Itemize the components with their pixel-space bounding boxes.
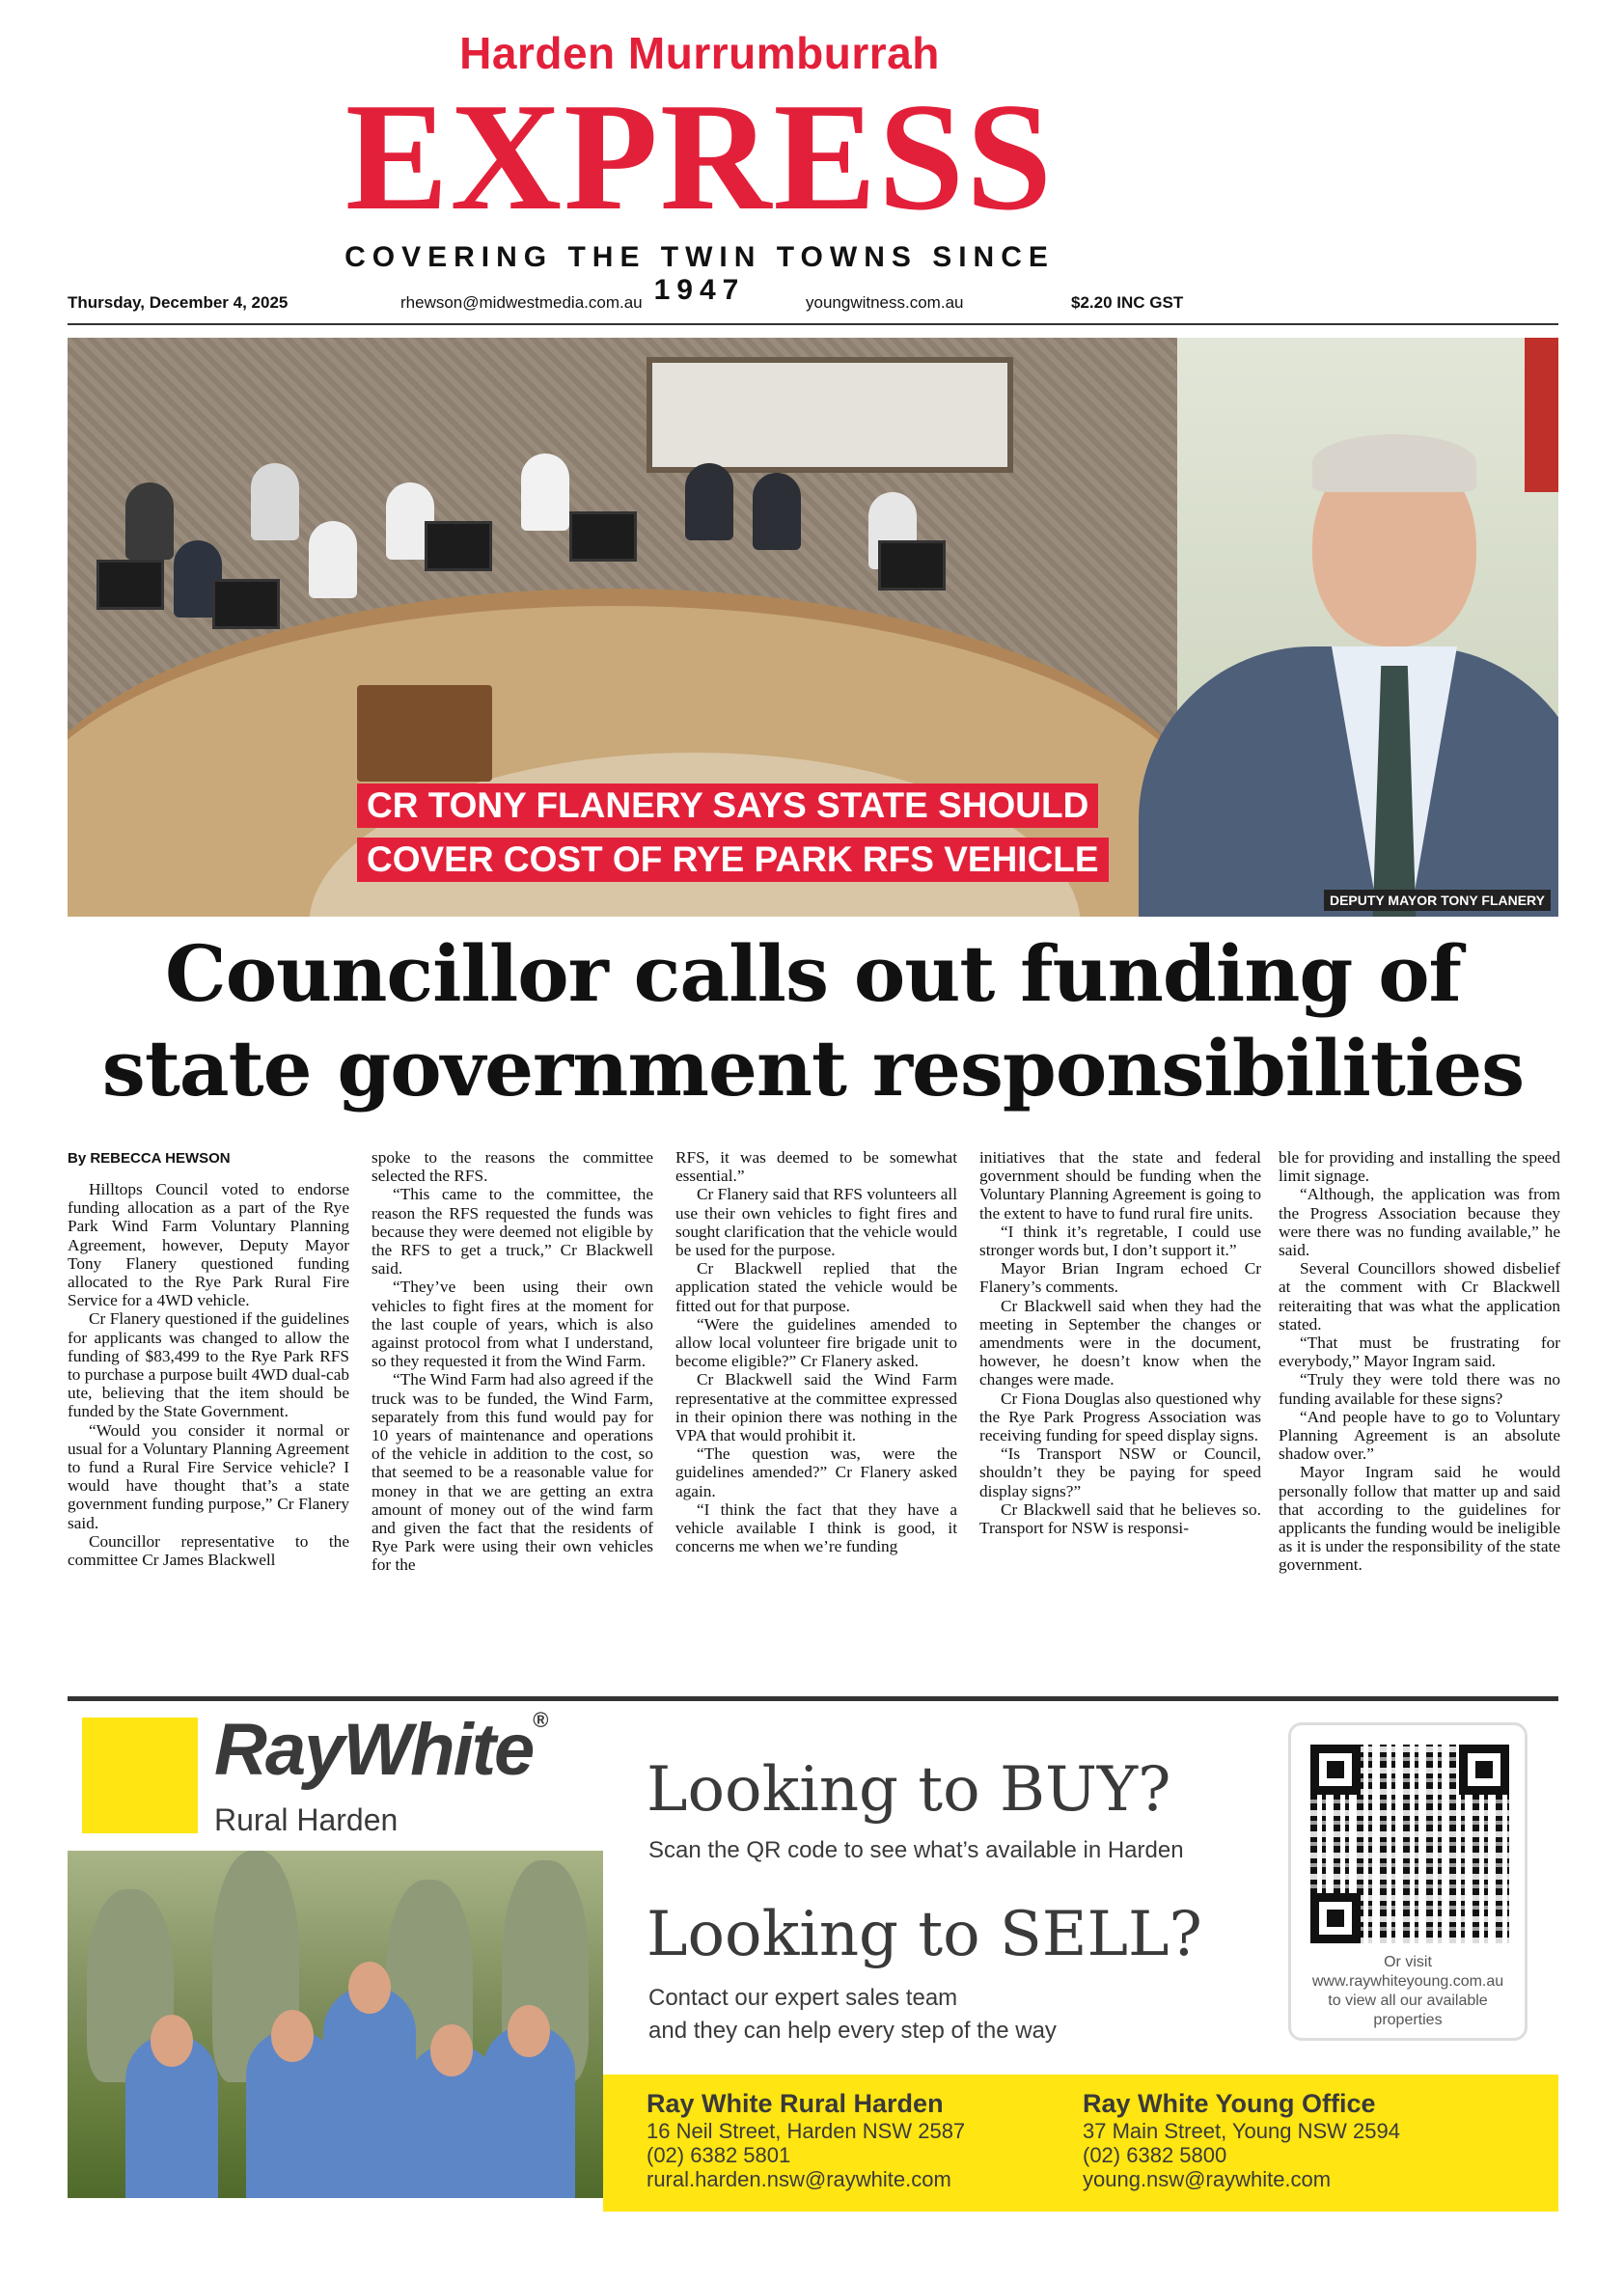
councillor-figure <box>685 463 733 540</box>
hero-caption <box>357 784 1109 892</box>
councillor-figure <box>521 454 569 531</box>
paragraph: Cr Blackwell said when they had the meeting in September the changes or amendments were in the document, however, he doesn’t know when the changes were made. <box>979 1296 1261 1389</box>
masthead-town-names: Harden Murrumburrah <box>459 28 940 78</box>
office-address: 16 Neil Street, Harden NSW 2587 <box>647 2119 966 2143</box>
team-member-face <box>271 2010 314 2062</box>
paragraph: “Truly they were told there was no funding available for these signs? <box>1279 1370 1560 1408</box>
sell-subtext-line: and they can help every step of the way <box>648 2018 1057 2044</box>
office-young <box>1083 2088 1400 2191</box>
photo-caption: DEPUTY MAYOR TONY FLANERY <box>1324 890 1551 911</box>
edition-date: Thursday, December 4, 2025 <box>68 293 289 312</box>
office-name: Ray White Rural Harden <box>647 2089 944 2118</box>
flag <box>1525 338 1558 492</box>
paragraph: Cr Flanery said that RFS volunteers all use their own vehicles to fight fires and sought clarification that the vehicle would be used for the purpose. <box>675 1185 957 1260</box>
sell-heading: Looking to SELL? <box>647 1899 1202 1970</box>
paragraph: “And people have to go to Voluntary Planning Agreement is an absolute shadow over.” <box>1279 1407 1560 1464</box>
office-name: Ray White Young Office <box>1083 2089 1376 2118</box>
paragraph: Cr Blackwell said the Wind Farm representative at the committee expressed in their opinion there was nothing in the VPA that would prohibit it. <box>675 1370 957 1445</box>
paragraph: Councillor representative to the committee Cr James Blackwell <box>68 1531 349 1570</box>
qr-finder <box>1459 1745 1509 1795</box>
qr-caption-line: Or visit <box>1384 1954 1432 1970</box>
article-column-1 <box>68 1180 349 1569</box>
masthead-tagline: COVERING THE TWIN TOWNS SINCE 1947 <box>344 241 1055 306</box>
buy-heading: Looking to BUY? <box>647 1754 1171 1826</box>
article-byline: By REBECCA HEWSON <box>68 1150 231 1167</box>
projector-screen <box>647 357 1013 473</box>
portrait-hair <box>1312 434 1476 492</box>
qr-card <box>1288 1722 1528 2041</box>
headline-line: Councillor calls out funding of <box>165 928 1461 1019</box>
paragraph: “They’ve been using their own vehicles to fight fires at the moment for the last couple of years, which is also against protocol from what I understand, so they requested it from the Wind Farm. <box>372 1278 653 1371</box>
cover-price: $2.20 INC GST <box>1071 293 1184 312</box>
registered-mark: ® <box>533 1708 547 1732</box>
paragraph: Hilltops Council voted to endorse funding allocation as a part of the Rye Park Wind Farm Voluntary Planning Agreement, however, Deputy Mayor Tony Flanery questioned funding allocated to the Rye Park Rural Fire Service for a 4WD vehicle. <box>68 1180 349 1310</box>
article-column-4 <box>979 1148 1261 1537</box>
paragraph: Cr Fiona Douglas also questioned why the Rye Park Progress Association was receiving funding for speed display signs. <box>979 1388 1261 1445</box>
monitor <box>878 540 946 591</box>
raywhite-logo-text: RayWhite <box>214 1709 534 1791</box>
team-member-face <box>348 1962 391 2014</box>
paragraph: “This came to the committee, the reason the RFS requested the funds was because they were deemed not eligible by the RFS to get a truck,” Cr Blackwell said. <box>372 1185 653 1278</box>
councillor-figure <box>251 463 299 540</box>
hero-photo <box>68 338 1558 917</box>
qr-caption-line: properties <box>1373 2012 1443 2028</box>
councillor-figure <box>309 521 357 598</box>
monitor <box>569 511 637 562</box>
team-member <box>323 1986 416 2198</box>
paragraph: “That must be frustrating for everybody,” Mayor Ingram said. <box>1279 1333 1560 1371</box>
website-link[interactable]: youngwitness.com.au <box>806 293 964 312</box>
office-phone[interactable]: (02) 6382 5801 <box>647 2143 791 2167</box>
paragraph: “The Wind Farm had also agreed if the truck was to be funded, the Wind Farm, separately from this fund would pay for 10 years of maintenance and operations of the vehicle in addition to the cost, so that seemed to be a reasonable value for money in that we are getting an extra amount of money out of the wind farm and given the fact that the residents of Rye Park were using their own vehicles for the <box>372 1370 653 1575</box>
paragraph: “I think the fact that they have a vehicle available I think is good, it concerns me when we’re funding <box>675 1499 957 1556</box>
paragraph: “I think it’s regretable, I could use stronger words but, I don’t support it.” <box>979 1222 1261 1260</box>
paragraph: Several Councillors showed disbelief at the comment with Cr Blackwell reiteraiting that was what the application stated. <box>1279 1259 1560 1333</box>
office-contacts-bar <box>603 2075 1558 2212</box>
article-column-2 <box>372 1148 653 1575</box>
monitor <box>425 521 492 571</box>
paragraph: Mayor Ingram said he would personally follow that matter up and said that according to the guidelines for applicants the funding would be ineligible as it is under the responsibility of the state government. <box>1279 1463 1560 1575</box>
paragraph: spoke to the reasons the committee selected the RFS. <box>372 1148 653 1186</box>
masthead-divider <box>68 323 1558 325</box>
paragraph: “Were the guidelines amended to allow local volunteer fire brigade unit to become eligible?” Cr Flanery asked. <box>675 1314 957 1371</box>
masthead-title: EXPRESS <box>344 70 1055 242</box>
councillor-figure <box>753 473 801 550</box>
office-email[interactable]: young.nsw@raywhite.com <box>1083 2167 1332 2191</box>
paragraph: Mayor Brian Ingram echoed Cr Flanery’s comments. <box>979 1259 1261 1297</box>
paragraph: “Is Transport NSW or Council, shouldn’t they be paying for speed display signs?” <box>979 1444 1261 1500</box>
office-address: 37 Main Street, Young NSW 2594 <box>1083 2119 1400 2143</box>
article-column-5 <box>1279 1148 1560 1575</box>
team-member-face <box>151 2015 193 2067</box>
hero-caption-line: COVER COST OF RYE PARK RFS VEHICLE <box>357 838 1109 882</box>
team-member-face <box>430 2024 473 2076</box>
monitor <box>212 579 280 629</box>
contact-email[interactable]: rhewson@midwestmedia.com.au <box>400 293 643 312</box>
headline-line: state government responsibilities <box>101 1023 1525 1114</box>
paragraph: initiatives that the state and federal government should be funding when the Voluntary Planning Agreement is going to the extent to have to fund rural fire units. <box>979 1148 1261 1223</box>
sell-subtext <box>648 1982 1057 2048</box>
branch-name: Rural Harden <box>214 1802 399 1837</box>
qr-finder <box>1310 1893 1361 1943</box>
edition-info-bar <box>68 289 1293 324</box>
councillor-figure <box>125 482 174 560</box>
paragraph: RFS, it was deemed to be somewhat essential.” <box>675 1148 957 1186</box>
paragraph: Cr Flanery questioned if the guidelines for applicants was changed to allow the funding of $83,499 to the Rye Park RFS to purchase a purpose built 4WD dual-cab ute, believing that the item should be funded by the State Government. <box>68 1309 349 1421</box>
buy-subtext: Scan the QR code to see what’s available in Harden <box>648 1837 1184 1863</box>
article-column-3 <box>675 1148 957 1555</box>
website-link[interactable]: www.raywhiteyoung.com.au <box>1311 1973 1504 1990</box>
office-email[interactable]: rural.harden.nsw@raywhite.com <box>647 2167 951 2191</box>
paragraph: Cr Blackwell said that he believes so. Transport for NSW is responsi- <box>979 1499 1261 1538</box>
advert-divider <box>68 1696 1558 1701</box>
paragraph: Cr Blackwell replied that the application stated the vehicle would be fitted out for that purpose. <box>675 1259 957 1315</box>
sell-subtext-line: Contact our expert sales team <box>648 1985 958 2011</box>
team-photo <box>68 1851 603 2198</box>
team-member-face <box>508 2005 550 2057</box>
hero-caption-line: CR TONY FLANERY SAYS STATE SHOULD <box>357 784 1098 828</box>
qr-caption <box>1291 1953 1525 2030</box>
lectern <box>357 685 492 782</box>
paragraph: “Although, the application was from the Progress Association because they were there was no funding available,” he said. <box>1279 1185 1560 1260</box>
raywhite-logo <box>214 1708 547 1792</box>
paragraph: “Would you consider it normal or usual for a Voluntary Planning Agreement to fund a Rural Fire Service vehicle? I would have thought that’s a state government funding purpose,” Cr Flanery said. <box>68 1420 349 1532</box>
raywhite-logo-square <box>82 1718 198 1833</box>
office-phone[interactable]: (02) 6382 5800 <box>1083 2143 1227 2167</box>
office-harden <box>647 2088 965 2191</box>
paragraph: “The question was, were the guidelines amended?” Cr Flanery asked again. <box>675 1444 957 1500</box>
monitor <box>96 560 164 610</box>
paragraph: ble for providing and installing the speed limit signage. <box>1279 1148 1560 1186</box>
article-headline <box>68 926 1558 1115</box>
qr-caption-line: to view all our available <box>1328 1993 1488 2009</box>
qr-finder <box>1310 1745 1361 1795</box>
